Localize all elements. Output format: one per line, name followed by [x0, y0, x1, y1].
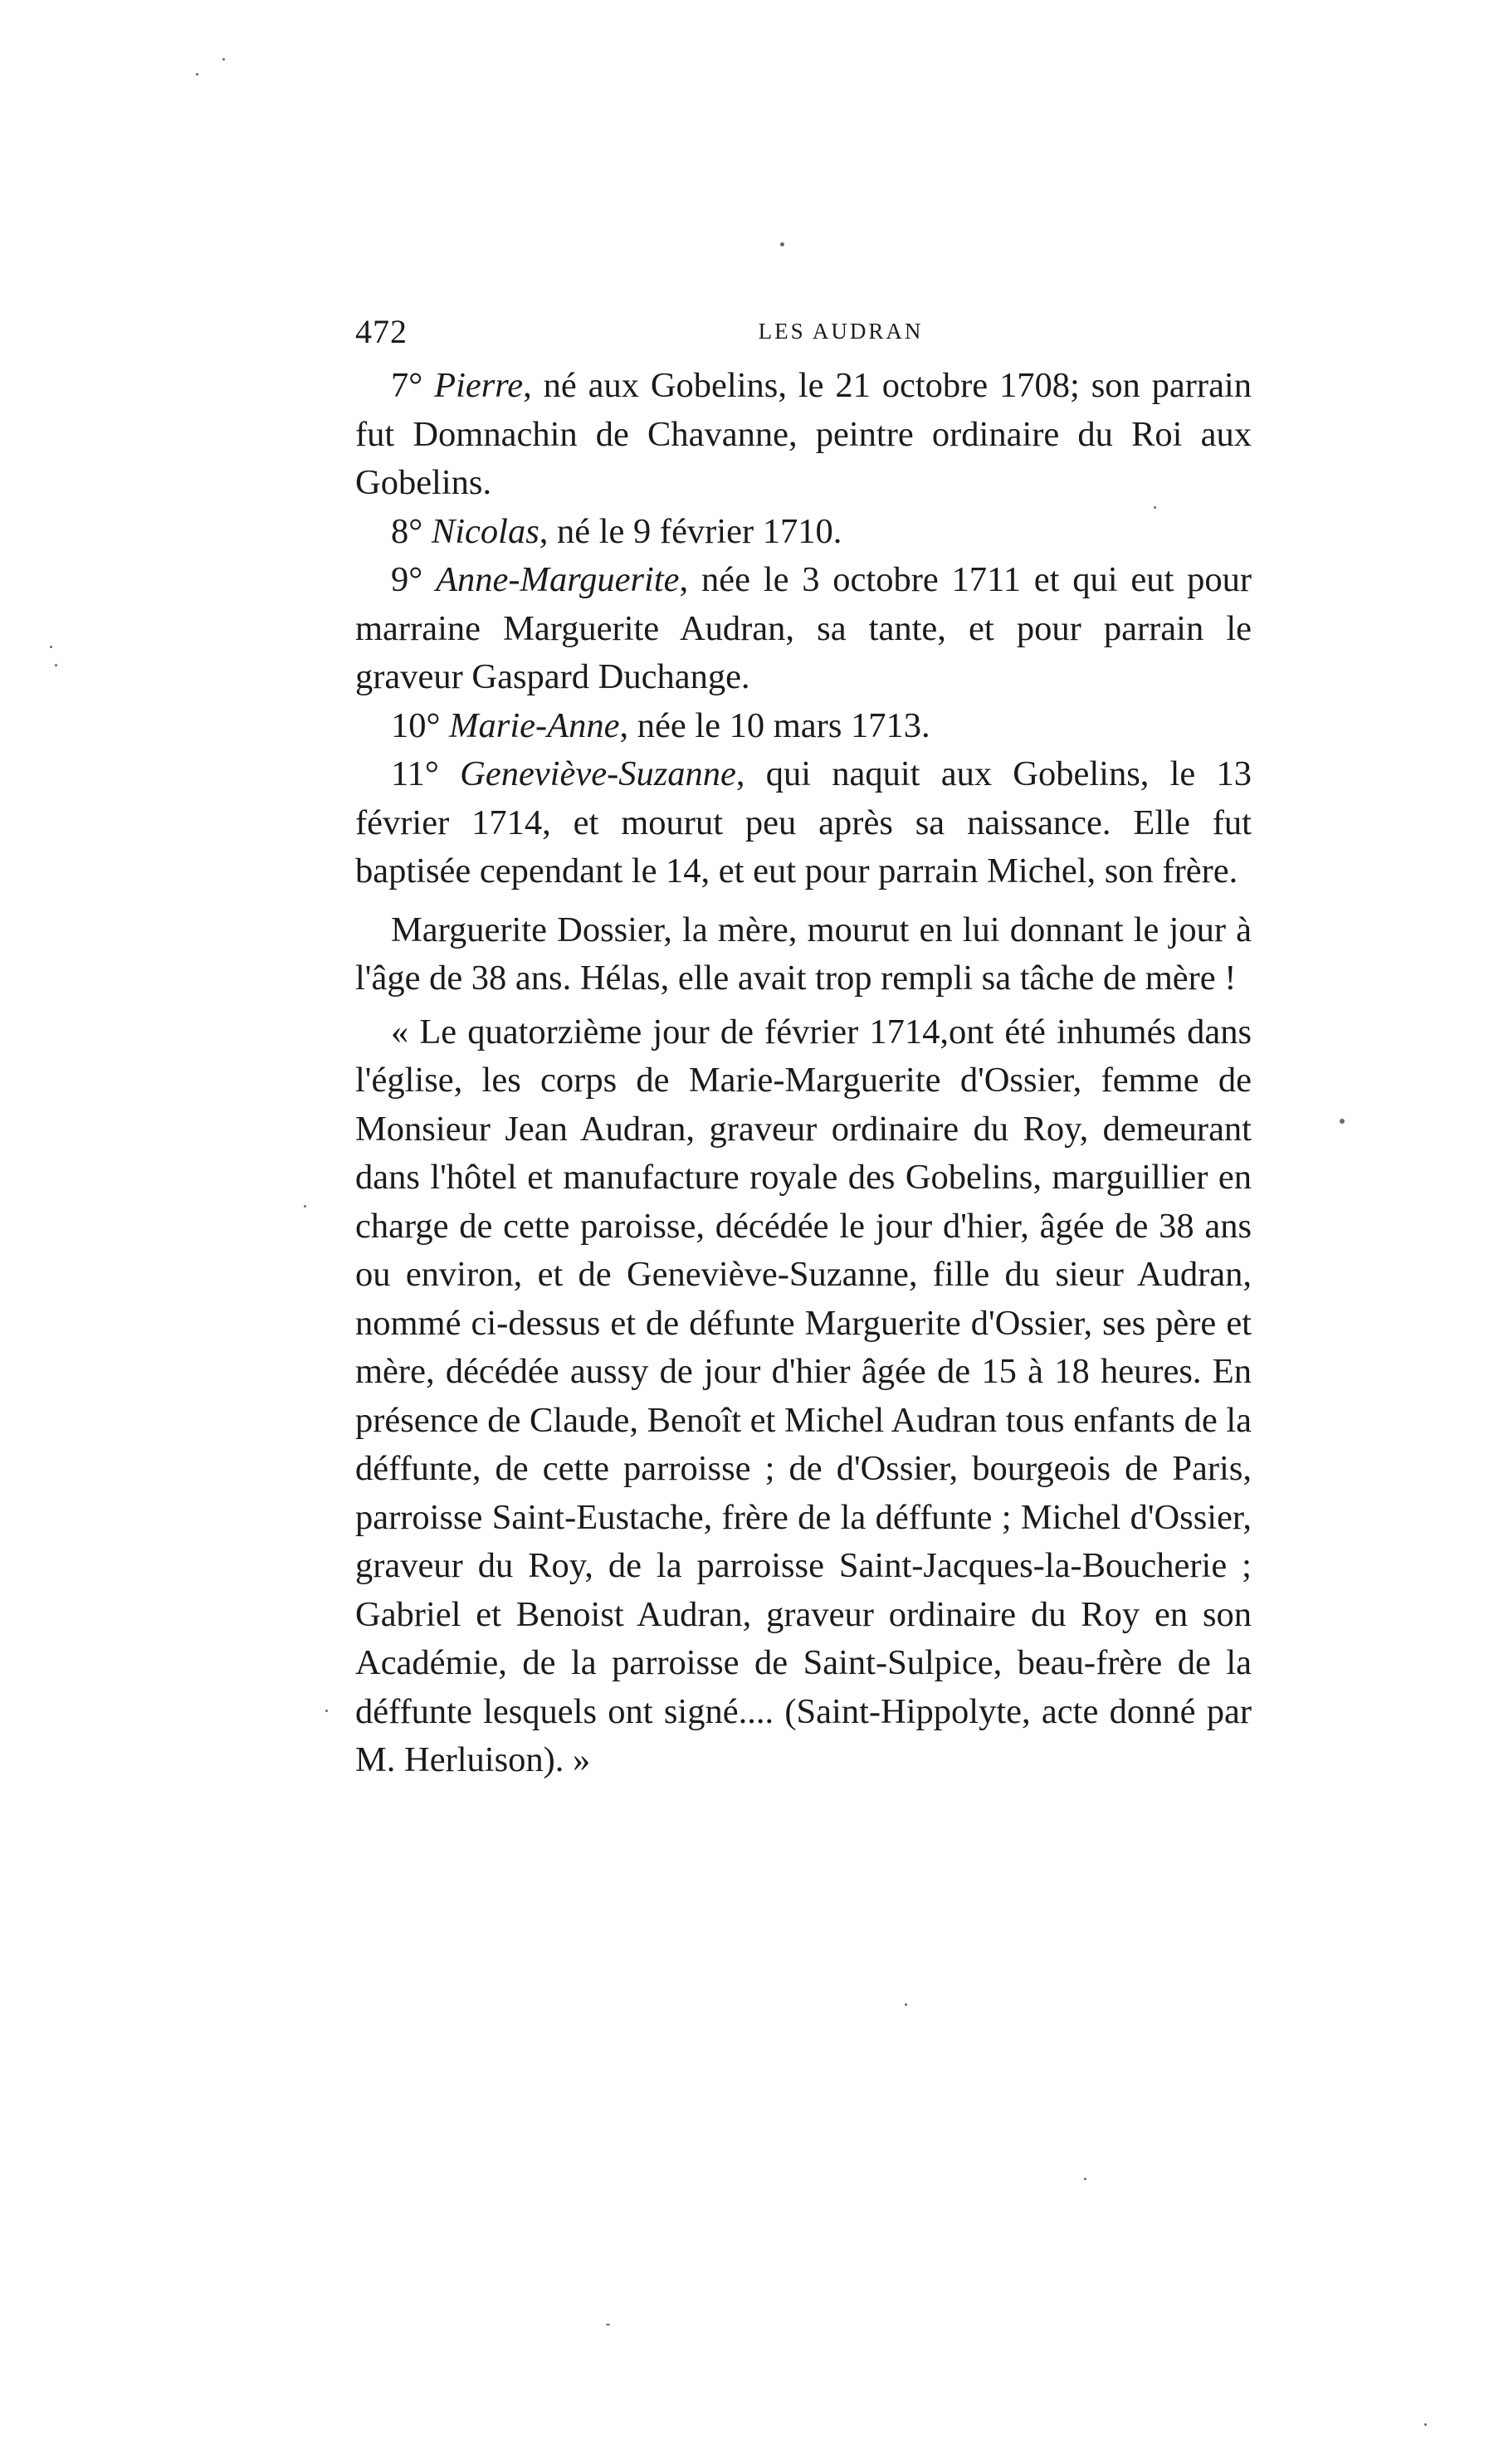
entry-name: Geneviève-Suzanne — [460, 754, 736, 793]
entry-number: 7° — [391, 366, 423, 405]
entry-text: , née le 3 octobre 1711 et qui eut pour marraine Marguerite Audran, sa tante, et pour parrain le graveur Gaspard Duchange. — [355, 560, 1252, 696]
scan-speck — [196, 73, 198, 76]
body-text — [355, 362, 1252, 1785]
entry-name: Marie-Anne — [449, 705, 620, 745]
entry-text: , né aux Gobelins, le 21 octobre 1708; son parrain fut Domnachin de Chavanne, peintre ordinaire du Roi aux Gobelins. — [355, 366, 1252, 502]
entry-8-nicolas — [355, 508, 1252, 557]
scan-speck — [1340, 1119, 1345, 1124]
scan-speck — [606, 2324, 610, 2325]
entry-11-genevieve-suzanne — [355, 750, 1252, 896]
scan-speck — [1424, 2423, 1427, 2426]
scan-speck — [780, 242, 784, 246]
entry-text: , qui naquit aux Gobelins, le 13 février 1714, et mourut peu après sa naissance. Elle fut baptisée cependant le 14, et eut pour parrain Michel, son frère. — [355, 754, 1252, 890]
entry-10-marie-anne — [355, 702, 1252, 751]
running-title: LES AUDRAN — [758, 319, 924, 344]
scan-speck — [50, 646, 52, 648]
page-number: 472 — [355, 313, 408, 350]
burial-record-quotation: « Le quatorzième jour de février 1714,ont été inhumés dans l'église, les corps de Marie-Marguerite d'Ossier, femme de Monsieur Jean Audran, graveur ordinaire du Roy, demeurant dans l'hôtel et manufacture royale des Gobelins, marguillier en charge de cette paroisse, décédée le jour d'hier, âgée de 38 ans ou environ, et de Geneviève-Suzanne, fille du sieur Audran, nommé ci-dessus et de défunte Marguerite d'Ossier, ses père et mère, décédée aussy de jour d'hier âgée de 15 à 18 heures. En présence de Claude, Benoît et Michel Audran tous enfants de la déffunte, de cette parroisse ; de d'Ossier, bourgeois de Paris, parroisse Saint-Eustache, frère de la déffunte ; Michel d'Ossier, graveur du Roy, de la parroisse Saint-Jacques-la-Boucherie ; Gabriel et Benoist Audran, graveur ordinaire du Roy en son Académie, de la parroisse de Saint-Sulpice, beau-frère de la déffunte lesquels ont signé.... (Saint-Hippolyte, acte donné par M. Herluison). » — [355, 1012, 1252, 1779]
scan-speck — [304, 1205, 306, 1208]
entry-number: 9° — [391, 560, 423, 599]
scan-speck — [905, 2003, 907, 2006]
scan-speck — [1084, 2178, 1086, 2180]
entry-name: Pierre — [434, 366, 524, 405]
scan-speck — [222, 58, 225, 61]
entry-text: , née le 10 mars 1713. — [619, 705, 930, 745]
paragraph-mother: Marguerite Dossier, la mère, mourut en lui donnant le jour à l'âge de 38 ans. Hélas, elle avait trop rempli sa tâche de mère ! — [355, 910, 1252, 998]
scan-speck — [325, 1710, 328, 1712]
entry-9-anne-marguerite — [355, 556, 1252, 702]
entry-name: Anne-Marguerite — [436, 560, 680, 599]
entry-name: Nicolas — [431, 511, 539, 551]
page-header — [355, 312, 1252, 362]
entry-7-pierre — [355, 362, 1252, 508]
entry-number: 11° — [391, 754, 439, 793]
entry-number: 10° — [391, 705, 441, 745]
entry-number: 8° — [391, 511, 423, 551]
scan-speck — [1154, 506, 1156, 509]
entry-text: , né le 9 février 1710. — [539, 511, 842, 551]
scan-speck — [55, 664, 57, 666]
